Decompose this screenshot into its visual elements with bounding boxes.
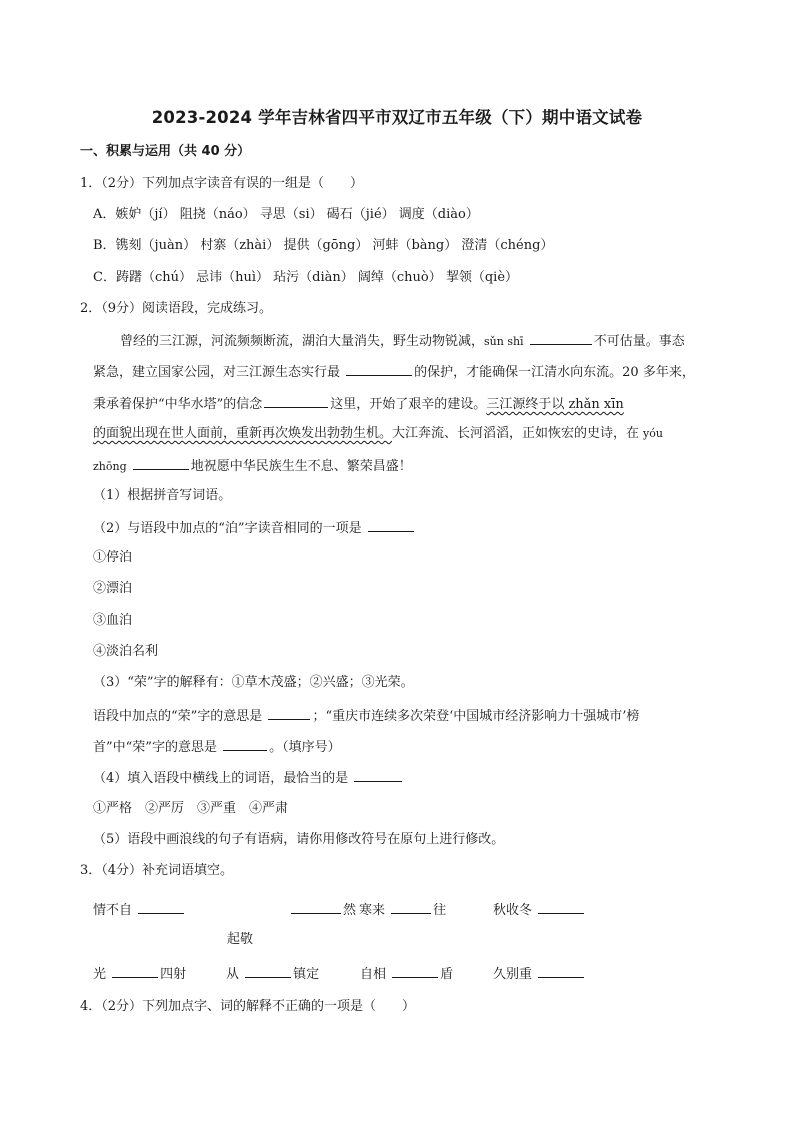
wavy-sentence: 的面貌出现在世人面前，重新再次焕发出勃勃生机。 <box>93 426 393 441</box>
sub-question-4 <box>93 768 404 788</box>
answer-blank[interactable] <box>538 964 584 978</box>
sub-question-text: ；“重庆市连续多次荣登‘中国城市经济影响力十强城市’榜 <box>312 709 640 724</box>
answer-blank[interactable] <box>112 964 158 978</box>
sub-question-3: （3）“荣”字的解释有：①草木茂盛；②兴盛；③光荣。 <box>93 675 414 690</box>
option-item: ④淡泊名利 <box>93 644 159 659</box>
passage-text: 大江奔流、长河滔滔，正如恢宏的史诗，在 <box>392 426 640 441</box>
sub-question-2 <box>93 518 416 538</box>
idiom-text: 光 <box>93 967 107 982</box>
passage-text: 曾经的三江源，河流频频断流，湖泊大量消失，野生动物锐减， <box>120 334 485 349</box>
answer-blank[interactable] <box>368 518 414 532</box>
section-heading: 一、积累与运用（共 40 分） <box>80 144 251 159</box>
answer-blank[interactable] <box>291 900 341 914</box>
passage-text: 的保护，才能确保一江清水向东流。20 多年来， <box>414 365 695 380</box>
idiom-text-sub: 起敬 <box>227 932 254 947</box>
passage-text: 紧急，建立国家公园，对三江源生态实行最 <box>93 365 341 380</box>
wavy-sentence: 三江源终于以 zhǎn xīn <box>486 397 624 412</box>
idiom-text: 从 <box>226 967 240 982</box>
idiom-text: 情不自 <box>93 903 133 918</box>
question-1-option-b: B．镌刻（juàn） 村寨（zhài） 提供（gōng） 河蚌（bàng） 澄清（chéng） <box>93 238 554 253</box>
sub-question-5: （5）语段中画浪线的句子有语病，请你用修改符号在原句上进行修改。 <box>93 832 505 847</box>
passage-line-1 <box>120 331 685 351</box>
page-title: 2023-2024 学年吉林省四平市双辽市五年级（下）期中语文试卷 <box>151 108 643 127</box>
question-2-stem: 2．（9分）阅读语段，完成练习。 <box>80 301 273 316</box>
answer-blank[interactable] <box>354 768 402 782</box>
option-item: ②漂泊 <box>93 581 133 596</box>
passage-line-5 <box>93 456 412 476</box>
question-4-stem: 4．（2分）下列加点字、词的解释不正确的一项是（ ） <box>80 999 416 1014</box>
sub-question-text: 首”中“荣”字的意思是 <box>93 740 217 755</box>
idiom-cell <box>493 964 586 984</box>
idiom-text: 镇定 <box>293 967 320 982</box>
option-item: ③血泊 <box>93 613 133 628</box>
idiom-cell <box>360 964 453 984</box>
sub-question-text: 。（填序号） <box>269 740 341 755</box>
answer-blank[interactable] <box>138 900 184 914</box>
answer-blank[interactable] <box>223 737 267 751</box>
idiom-text: 往 <box>433 903 447 918</box>
pinyin-prompt: yóu <box>643 427 663 440</box>
idiom-text: 秋收冬 <box>493 903 533 918</box>
answer-blank[interactable] <box>530 331 592 345</box>
question-1-option-c: C．踌躇（chú） 忌讳（huì） 玷污（diàn） 阔绰（chuò） 挈领（qiè） <box>93 270 519 285</box>
question-1-option-a: A．嫉妒（jí） 阻挠（náo） 寻思（si） 碣石（jié） 调度（diào） <box>93 207 479 222</box>
sub-question-text: （2）与语段中加点的“泊”字读音相同的一项是 <box>93 521 362 536</box>
answer-blank[interactable] <box>268 706 310 720</box>
passage-line-3 <box>93 394 624 414</box>
sub-question-3-line-2 <box>93 706 639 726</box>
idiom-text: 然 <box>343 903 357 918</box>
idiom-cell <box>493 900 586 920</box>
idiom-text: 四射 <box>160 967 187 982</box>
idiom-text: 盾 <box>440 967 454 982</box>
idiom-cell <box>359 900 446 920</box>
answer-blank[interactable] <box>392 964 438 978</box>
idiom-text: 自相 <box>360 967 387 982</box>
answer-blank[interactable] <box>391 900 431 914</box>
sub-question-text: （4）填入语段中横线上的词语，最恰当的是 <box>93 771 349 786</box>
passage-text: 这里，开始了艰辛的建设。 <box>330 397 487 412</box>
answer-blank[interactable] <box>245 964 291 978</box>
idiom-cell <box>93 964 186 984</box>
idiom-text: 久别重 <box>493 967 533 982</box>
sub-question-3-line-3 <box>93 737 341 757</box>
idiom-cell <box>226 964 319 984</box>
idiom-cell <box>93 900 186 920</box>
idiom-text: 寒来 <box>359 903 386 918</box>
passage-line-2 <box>93 362 695 382</box>
passage-text: 地祝愿中华民族生生不息、繁荣昌盛！ <box>190 459 412 474</box>
answer-blank[interactable] <box>133 456 189 470</box>
sub-question-4-options: ①严格 ②严厉 ③严重 ④严肃 <box>93 801 289 816</box>
answer-blank[interactable] <box>346 362 412 376</box>
question-1-stem: 1．（2分）下列加点字读音有误的一组是（ ） <box>80 176 364 191</box>
option-item: ①停泊 <box>93 550 133 565</box>
question-3-stem: 3．（4分）补充词语填空。 <box>80 863 234 878</box>
pinyin-prompt: zhōng <box>93 460 127 473</box>
answer-blank[interactable] <box>538 900 584 914</box>
sub-question-text: 语段中加点的“荣”字的意思是 <box>93 709 263 724</box>
sub-question-1: （1）根据拼音写词语。 <box>93 488 232 503</box>
pinyin-prompt: sǔn shī <box>484 335 524 348</box>
passage-text: 不可估量。事态 <box>593 334 685 349</box>
idiom-cell <box>289 900 356 920</box>
passage-text: 秉承着保护“中华水塔”的信念 <box>93 397 263 412</box>
answer-blank[interactable] <box>264 394 328 408</box>
passage-line-4 <box>93 425 663 443</box>
